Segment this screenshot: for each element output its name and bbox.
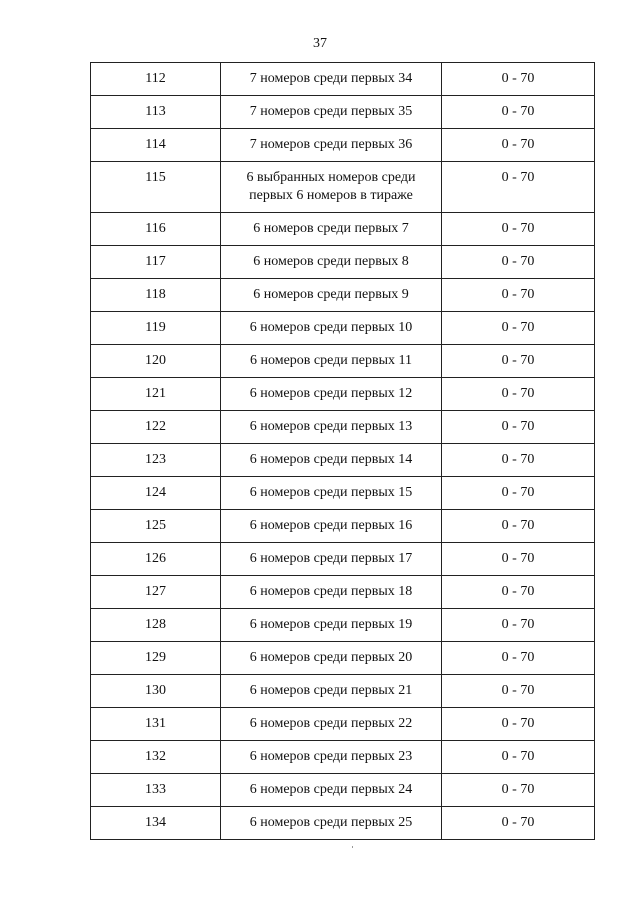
row-range: 0 - 70 [442,279,595,312]
row-description: 6 номеров среди первых 19 [221,609,442,642]
row-description: 6 номеров среди первых 21 [221,675,442,708]
row-description: 6 номеров среди первых 23 [221,741,442,774]
row-number: 119 [91,312,221,345]
row-number: 112 [91,63,221,96]
row-range: 0 - 70 [442,708,595,741]
row-range: 0 - 70 [442,609,595,642]
table-row [91,477,595,510]
table-row [91,642,595,675]
table-row [91,378,595,411]
table-row [91,708,595,741]
row-number: 117 [91,246,221,279]
table-row [91,543,595,576]
row-number: 115 [91,162,221,213]
row-number: 134 [91,807,221,840]
row-description: 6 номеров среди первых 8 [221,246,442,279]
table-row [91,675,595,708]
table-row [91,576,595,609]
table-row [91,213,595,246]
table-row [91,162,595,213]
row-number: 126 [91,543,221,576]
row-range: 0 - 70 [442,312,595,345]
row-number: 133 [91,774,221,807]
row-range: 0 - 70 [442,576,595,609]
row-number: 132 [91,741,221,774]
table-row [91,312,595,345]
row-range: 0 - 70 [442,642,595,675]
row-number: 114 [91,129,221,162]
row-range: 0 - 70 [442,510,595,543]
row-number: 121 [91,378,221,411]
row-number: 128 [91,609,221,642]
row-number: 127 [91,576,221,609]
table-row [91,129,595,162]
table-row [91,609,595,642]
row-description: 6 номеров среди первых 18 [221,576,442,609]
row-description: 7 номеров среди первых 34 [221,63,442,96]
row-description: 6 номеров среди первых 24 [221,774,442,807]
scan-speck [352,846,353,848]
row-number: 116 [91,213,221,246]
table-row [91,741,595,774]
row-range: 0 - 70 [442,129,595,162]
table-row [91,246,595,279]
row-number: 122 [91,411,221,444]
table-row [91,279,595,312]
row-number: 113 [91,96,221,129]
row-range: 0 - 70 [442,741,595,774]
table-row [91,345,595,378]
row-number: 118 [91,279,221,312]
row-range: 0 - 70 [442,96,595,129]
row-range: 0 - 70 [442,807,595,840]
row-number: 130 [91,675,221,708]
row-number: 129 [91,642,221,675]
row-range: 0 - 70 [442,162,595,213]
row-number: 131 [91,708,221,741]
row-range: 0 - 70 [442,246,595,279]
table-row [91,774,595,807]
row-number: 120 [91,345,221,378]
row-description: 6 номеров среди первых 14 [221,444,442,477]
row-range: 0 - 70 [442,543,595,576]
row-number: 124 [91,477,221,510]
row-description: 6 номеров среди первых 17 [221,543,442,576]
row-range: 0 - 70 [442,774,595,807]
row-description: 7 номеров среди первых 35 [221,96,442,129]
table-row [91,807,595,840]
row-description: 6 номеров среди первых 12 [221,378,442,411]
row-range: 0 - 70 [442,63,595,96]
row-description: 6 номеров среди первых 22 [221,708,442,741]
page-number: 37 [313,36,327,51]
row-range: 0 - 70 [442,411,595,444]
table-row [91,411,595,444]
data-table [90,62,595,840]
row-description: 6 номеров среди первых 15 [221,477,442,510]
row-range: 0 - 70 [442,477,595,510]
row-description: 6 номеров среди первых 16 [221,510,442,543]
row-description: 6 номеров среди первых 10 [221,312,442,345]
row-range: 0 - 70 [442,444,595,477]
row-description: 6 номеров среди первых 11 [221,345,442,378]
row-number: 123 [91,444,221,477]
table-row [91,96,595,129]
row-range: 0 - 70 [442,378,595,411]
row-description: 6 номеров среди первых 13 [221,411,442,444]
row-description: 6 выбранных номеров среди первых 6 номеров в тираже [221,162,442,213]
row-description: 6 номеров среди первых 9 [221,279,442,312]
table-row [91,444,595,477]
table-row [91,510,595,543]
row-description: 6 номеров среди первых 25 [221,807,442,840]
row-range: 0 - 70 [442,675,595,708]
row-number: 125 [91,510,221,543]
table-row [91,63,595,96]
row-range: 0 - 70 [442,345,595,378]
row-description: 6 номеров среди первых 7 [221,213,442,246]
row-description: 7 номеров среди первых 36 [221,129,442,162]
row-description: 6 номеров среди первых 20 [221,642,442,675]
row-range: 0 - 70 [442,213,595,246]
